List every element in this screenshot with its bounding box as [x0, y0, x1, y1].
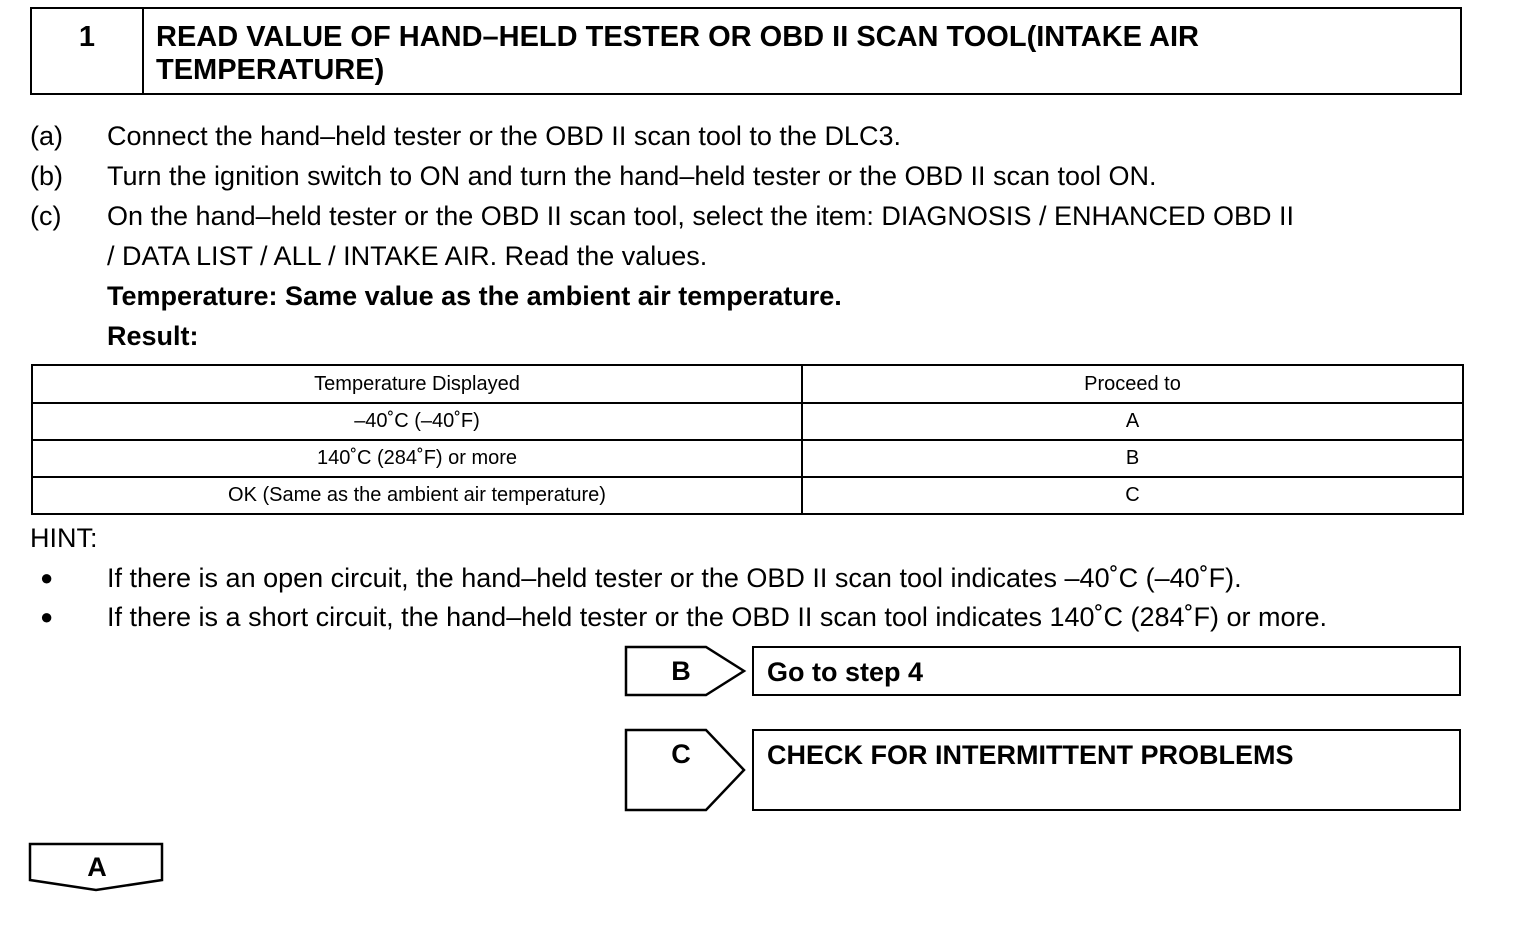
step-title-line-2: TEMPERATURE) [156, 54, 385, 86]
bullet-icon: ● [40, 565, 54, 590]
instruction-c-continued [0, 236, 1520, 276]
instruction-label: (a) [30, 121, 63, 151]
hint-item-text: If there is an open circuit, the hand–held tester or the OBD II scan tool indicates –40˚C (–40˚F). [107, 563, 1242, 593]
table-row [32, 403, 1463, 440]
step-header [30, 7, 1462, 95]
spec-text: Temperature: Same value as the ambient air temperature. [107, 281, 842, 311]
instruction-label: (c) [30, 201, 62, 231]
table-header-row [32, 365, 1463, 403]
table-cell: C [802, 477, 1463, 514]
hint-item [0, 597, 1520, 637]
instruction-a [0, 116, 1520, 156]
outcome-b-box: Go to step 4 [752, 646, 1461, 696]
hint-item-text: If there is a short circuit, the hand–held tester or the OBD II scan tool indicates 140˚C (284˚F) or more. [107, 602, 1328, 632]
instruction-text: Connect the hand–held tester or the OBD II scan tool to the DLC3. [107, 121, 901, 151]
table-cell: A [802, 403, 1463, 440]
table-cell: –40˚C (–40˚F) [32, 403, 802, 440]
instruction-b [0, 156, 1520, 196]
step-number: 1 [78, 21, 96, 53]
result-label: Result: [107, 321, 199, 351]
bullet-icon: ● [40, 604, 54, 629]
step-title-line-1: READ VALUE OF HAND–HELD TESTER OR OBD II SCAN TOOL(INTAKE AIR [156, 21, 1199, 53]
step-number-cell [32, 9, 144, 93]
table-row [32, 477, 1463, 514]
continue-label: A [87, 852, 107, 882]
table-cell: OK (Same as the ambient air temperature) [32, 477, 802, 514]
hint-item [0, 558, 1520, 598]
instruction-text: On the hand–held tester or the OBD II scan tool, select the item: DIAGNOSIS / ENHANCED OBD II [107, 201, 1294, 231]
instruction-text: Turn the ignition switch to ON and turn the hand–held tester or the OBD II scan tool ON. [107, 161, 1157, 191]
table-cell: B [802, 440, 1463, 477]
table-cell: 140˚C (284˚F) or more [32, 440, 802, 477]
outcome-b-label: B [671, 656, 691, 686]
table-row [32, 440, 1463, 477]
instruction-text-continued: / DATA LIST / ALL / INTAKE AIR. Read the values. [107, 241, 708, 271]
outcome-c-label: C [671, 739, 691, 769]
step-title [156, 21, 1446, 87]
hint-label: HINT: [30, 523, 98, 553]
result-table [31, 364, 1464, 515]
outcome-c-box: CHECK FOR INTERMITTENT PROBLEMS [752, 729, 1461, 811]
column-header: Proceed to [802, 365, 1463, 403]
column-header: Temperature Displayed [32, 365, 802, 403]
instruction-c [0, 196, 1520, 236]
instruction-label: (b) [30, 161, 63, 191]
